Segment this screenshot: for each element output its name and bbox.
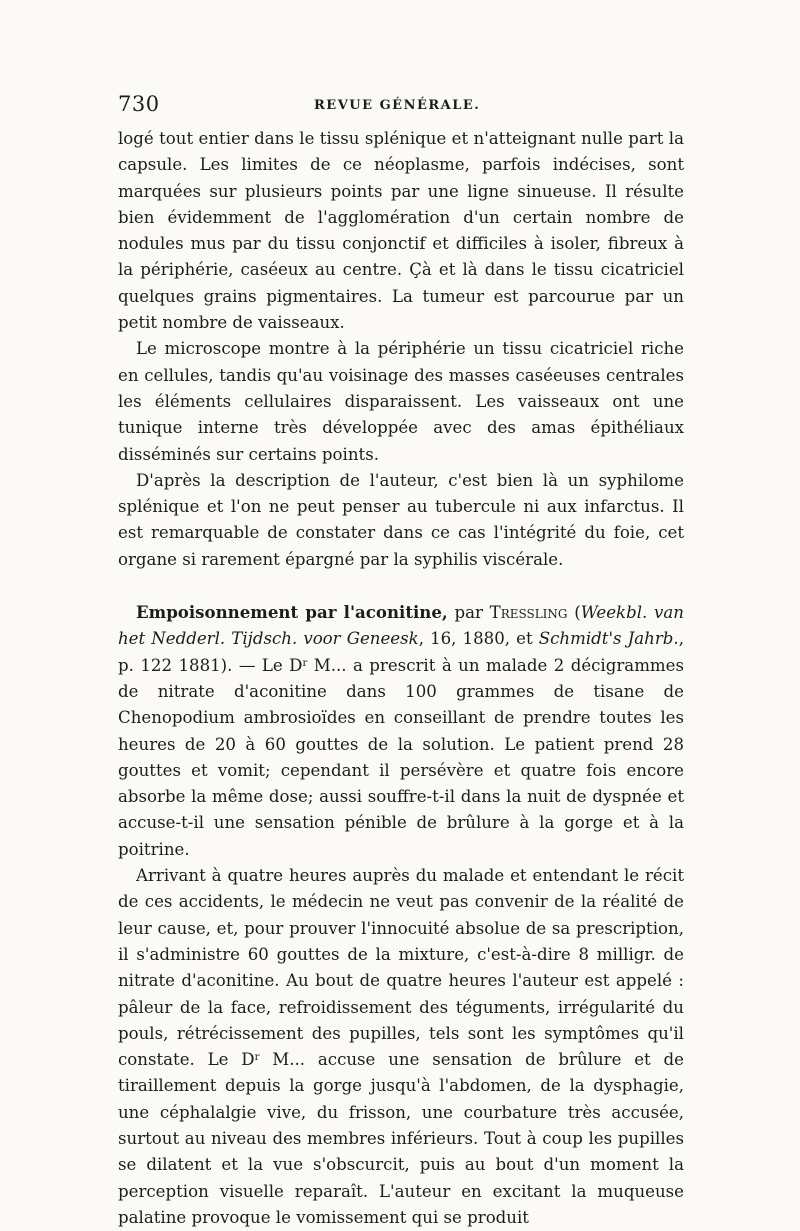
doctor-abbrev-sup-2: r (254, 1052, 260, 1064)
paragraph-5-rest: M... accuse une sensation de brûlure et de tiraillement depuis la gorge jusqu'à l'abdomen, de la dysphagie, une céphalalgie vive, du frisson, une courbature très accusée, surtout au niveau des membres inférieurs. Tout à coup les pupilles se dilatent et la vue s'obscurcit, puis au bout d'un moment la perception visuelle reparaît. L'auteur en excitant la muqueuse palatine provoque le vomissement qui se produit (118, 1050, 684, 1227)
citation-rest: , p. 122 1881). — Le D (118, 629, 684, 675)
doctor-abbrev-sup: r (302, 657, 308, 669)
article-title: Empoisonnement par l'aconitine, (136, 602, 448, 623)
page-number: 730 (118, 92, 160, 116)
paragraph-5 (118, 863, 684, 1231)
paragraph-2: Le microscope montre à la périphérie un tissu cicatriciel riche en cellules, tandis qu'au voisinage des masses caséeuses centrales les éléments cellulaires disparaissent. Les vaisseaux ont une tunique interne très développée avec des amas épithéliaux disséminés sur certains points. (118, 339, 684, 464)
article-intro-text: M... a prescrit à un malade 2 décigrammes de nitrate d'aconitine dans 100 grammes de tisane de Chenopodium ambrosioïdes en conseillant de prendre toutes les heures de 20 à 60 gouttes de la solution. Le patient prend 28 gouttes et vomit; cependant il persévère et quatre fois encore absorbe la même dose; aussi souffre-t-il dans la nuit de dyspnée et accuse-t-il une sensation pénible de brûlure à la gorge et à la poitrine. (118, 655, 684, 859)
article-paragraph (118, 599, 684, 863)
paragraph-5-start: Arrivant à quatre heures auprès du malade et entendant le récit de ces accidents, le médecin ne veut pas convenir de la réalité de leur cause, et, pour prouver l'innocuité absolue de sa prescription, il s'administre 60 gouttes de la mixture, c'est-à-dire 8 milligr. de nitrate d'aconitine. Au bout de quatre heures l'auteur est appelé : pâleur de la face, refroidissement des téguments, irrégularité du pouls, rétrécissement des pupilles, tels sont les symptômes qu'il constate. Le D (118, 866, 684, 1070)
paragraph-3: D'après la description de l'auteur, c'est bien là un syphilome splénique et l'on ne peut penser au tubercule ni aux infarctus. Il est remarquable de constater dans ce cas l'intégrité du foie, cet organe si rarement épargné par la syphilis viscérale. (118, 470, 684, 569)
journal-title-2: Schmidt's Jahrb. (538, 629, 679, 649)
citation-open: ( (567, 603, 581, 623)
section-gap (118, 573, 684, 599)
article-author: Tressling (489, 603, 568, 623)
paragraph-1: logé tout entier dans le tissu splénique et n'atteignant nulle part la capsule. Les limites de ce néoplasme, parfois indécises, sont marquées sur plusieurs points par une ligne sinueuse. Il résulte bien évidemment de l'agglomération d'un certain nombre de nodules mus par du tissu conjonctif et difficiles à isoler, fibreux à la périphérie, caséeux au centre. Çà et là dans le tissu cicatriciel quelques grains pigmentaires. La tumeur est parcourue par un petit nombre de vaisseaux. (118, 129, 684, 333)
running-title: REVUE GÉNÉRALE. (314, 98, 481, 113)
citation-mid: , 16, 1880, et (418, 629, 539, 649)
page-header (118, 92, 678, 120)
body-text (118, 126, 684, 1231)
article-by: par (447, 603, 490, 623)
journal-title-1: Weekbl. van het Nedderl. Tijdsch. voor Geneesk (118, 603, 684, 649)
